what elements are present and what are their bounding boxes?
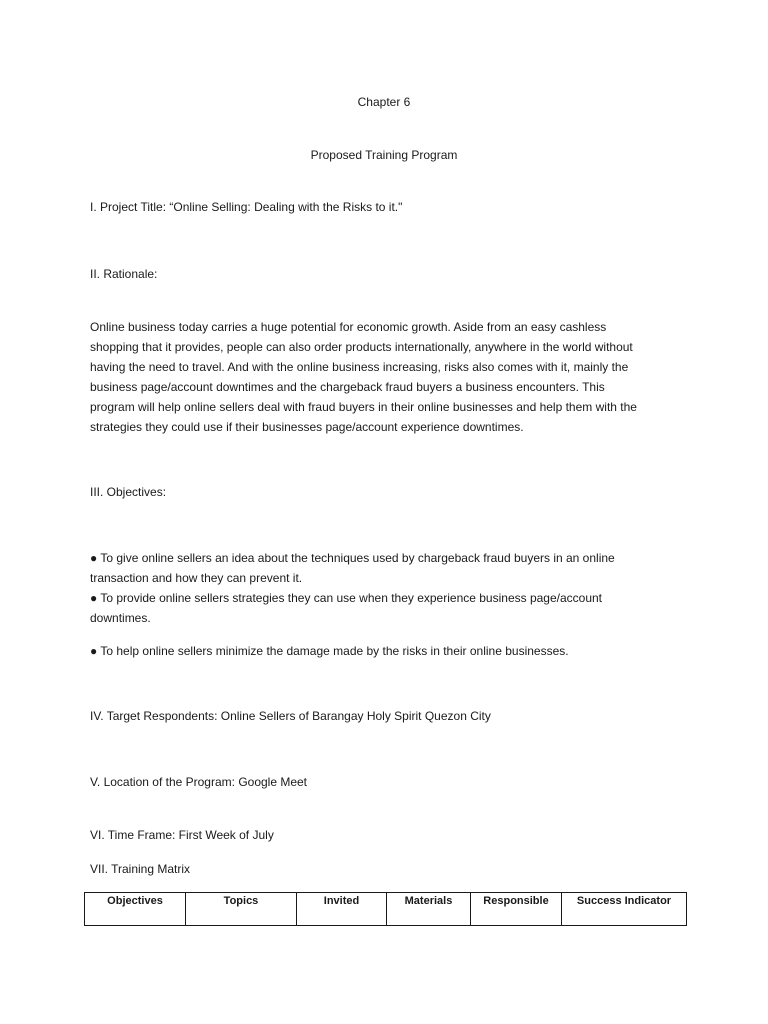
column-header-responsible: Responsible [471, 893, 562, 926]
rationale-line: having the need to travel. And with the online business increasing, risks also comes with it, mainly the [90, 360, 629, 374]
program-location: V. Location of the Program: Google Meet [90, 775, 308, 789]
column-header-success-indicator: Success Indicator [562, 893, 687, 926]
rationale-line: shopping that it provides, people can also order products internationally, anywhere in the world without [90, 340, 633, 354]
objective-item-2 [90, 588, 680, 628]
column-header-topics: Topics [186, 893, 297, 926]
rationale-line: Online business today carries a huge potential for economic growth. Aside from an easy cashless [90, 320, 607, 334]
objective-item-1 [90, 548, 680, 588]
column-header-materials: Materials [387, 893, 471, 926]
objective-line: ● To give online sellers an idea about the techniques used by chargeback fraud buyers in an online [90, 551, 615, 565]
table-header-row [85, 893, 687, 926]
column-header-objectives: Objectives [85, 893, 186, 926]
project-title: I. Project Title: “Online Selling: Dealing with the Risks to it." [90, 200, 403, 214]
rationale-line: strategies they could use if their businesses page/account experience downtimes. [90, 420, 524, 434]
target-respondents: IV. Target Respondents: Online Sellers of Barangay Holy Spirit Quezon City [90, 709, 491, 723]
rationale-line: business page/account downtimes and the chargeback fraud buyers a business encounters. This [90, 380, 605, 394]
time-frame: VI. Time Frame: First Week of July [90, 828, 274, 842]
objective-item-3: ● To help online sellers minimize the damage made by the risks in their online businesses. [90, 644, 569, 658]
objective-line: ● To provide online sellers strategies they can use when they experience business page/account [90, 591, 603, 605]
objective-line: downtimes. [90, 611, 151, 625]
training-matrix-table [84, 892, 687, 926]
column-header-invited: Invited [297, 893, 387, 926]
rationale-line: program will help online sellers deal with fraud buyers in their online businesses and help them with the [90, 400, 637, 414]
matrix-heading: VII. Training Matrix [90, 862, 191, 876]
chapter-label: Chapter 6 [357, 95, 411, 109]
objective-line: transaction and how they can prevent it. [90, 571, 303, 585]
objectives-heading: III. Objectives: [90, 485, 167, 499]
rationale-paragraph [90, 317, 680, 437]
rationale-heading: II. Rationale: [90, 267, 158, 281]
document-title: Proposed Training Program [310, 148, 458, 162]
